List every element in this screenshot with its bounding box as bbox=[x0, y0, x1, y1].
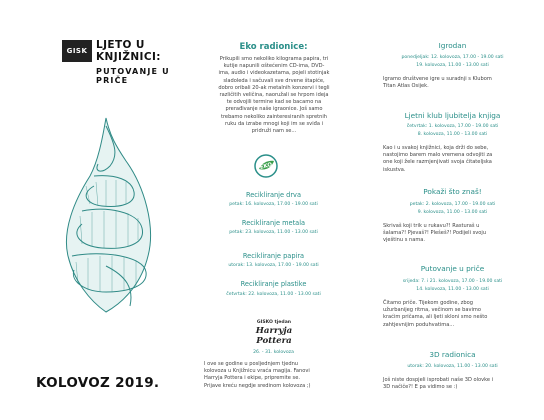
gisk-logo: GISK bbox=[62, 40, 92, 62]
event-title-recikliranje-papira: Recikliranje papira bbox=[242, 252, 305, 260]
eko-line: različitih veličina, naoružali se hrpom ideja bbox=[219, 92, 329, 99]
section-date: 9. kolovoza, 11.00 - 13.00 sati bbox=[417, 210, 488, 215]
hp-line: Prijave kreću negdje sredinom kolovoza ;) bbox=[204, 382, 311, 389]
section-date: srijeda: 7. i 21. kolovoza, 17.00 - 19.00 sati bbox=[402, 279, 503, 284]
section-text-line: Čitamo priče. Tijekom godine, zbog bbox=[383, 300, 473, 306]
section-text-line: Još niste dospjeli isprobati naše 3D olovke i bbox=[383, 377, 494, 383]
hp-description bbox=[204, 361, 346, 390]
section-date: četvrtak: 1. kolovoza, 17.00 - 19.00 sati bbox=[406, 124, 499, 129]
cover-column bbox=[0, 0, 186, 420]
event-title-recikliranje-plastike: Recikliranje plastike bbox=[240, 280, 307, 288]
event-date: četvrtak: 22. kolovoza, 11.00 - 13.00 sati bbox=[226, 292, 321, 297]
section-text-line: one koji žele razmjenjivati svoja čitateljska bbox=[383, 159, 492, 166]
section-text-line: 3D načiče?! E pa vidimo se :) bbox=[383, 384, 458, 391]
section-title-pokazi-sto-znas: Pokaži što znaš! bbox=[423, 187, 482, 196]
hp-line: Harryja Pottera i ekipe, pripremite se. bbox=[204, 375, 300, 382]
event-date: petak: 16. kolovoza, 17.00 - 19.00 sati bbox=[229, 202, 318, 207]
month-title: KOLOVOZ 2019. bbox=[36, 375, 160, 391]
hp-line: I ove se godine u posljednjem tjednu bbox=[204, 361, 299, 367]
section-text-line: zahtjevnijim poduhvatima... bbox=[383, 321, 455, 328]
section-text bbox=[383, 76, 533, 90]
series-subtitle: PUTOVANJE U PRIČE bbox=[96, 67, 170, 85]
event-date: petak: 23. kolovoza, 11.00 - 13.00 sati bbox=[229, 230, 318, 235]
section-text-line: Kao i u svakoj knjižnici, koja drži do sebe, bbox=[383, 145, 489, 151]
section-date: petak: 2. kolovoza, 17.00 - 19.00 sati bbox=[409, 202, 496, 207]
eko-title: Eko radionice: bbox=[239, 42, 308, 52]
eko-badge-text: EKO bbox=[259, 161, 273, 171]
section-text bbox=[383, 300, 533, 329]
eko-description bbox=[212, 56, 336, 135]
section-date: 14. kolovoza, 11.00 - 13.00 sati bbox=[416, 287, 489, 292]
section-title-putovanje-u-price: Putovanje u priče bbox=[420, 264, 485, 273]
hp-line: kolovoza u Knjižnicu vraća magija. Fanovi bbox=[204, 368, 310, 375]
section-date: 19. kolovoza, 11.00 - 13.00 sati bbox=[416, 63, 489, 68]
section-text-line: Skrivaš koji trik u rukavu?! Rasturaš u bbox=[383, 223, 480, 229]
section-title-3d-radionica: 3D radionica bbox=[429, 350, 476, 359]
eko-line: dobro oribali 20-ak metalnih konzervi i tegli bbox=[218, 84, 330, 91]
section-text-line: nastojimo barem malo vremena odvojiti za bbox=[383, 152, 493, 159]
event-title-recikliranje-metala: Recikliranje metala bbox=[241, 219, 306, 227]
section-text-line: Titan Atlas Osijek. bbox=[383, 83, 429, 90]
eko-badge-icon bbox=[254, 154, 278, 178]
eko-line: kutije napunili oštećenim CD-ima, DVD- bbox=[223, 63, 325, 70]
eko-line: ima, audio i videokazetama, pojeli stotinjak bbox=[218, 70, 330, 77]
section-date: ponedjeljak: 12. kolovoza, 17.00 - 19.00 sati bbox=[401, 55, 504, 60]
eko-line: sladoleda i sačuvali sve drvene štapiće, bbox=[223, 77, 325, 84]
section-text bbox=[383, 223, 533, 245]
eko-line: ruku da izrabe mnogi koji im se sviđa i bbox=[224, 120, 323, 127]
harry-potter-logo bbox=[244, 320, 304, 346]
event-title-recikliranje-drva: Recikliranje drva bbox=[245, 191, 302, 199]
section-text-line: Igramo društvene igre u suradnji s Klubom bbox=[383, 76, 492, 82]
eko-line: trebamo nekoliko zainteresiranih spretnih bbox=[220, 113, 328, 120]
section-text-line: šalama?! Pjevaš?! Plešeš?! Podijeli svoju bbox=[383, 230, 487, 237]
series-title bbox=[96, 39, 161, 63]
event-date: utorak: 13. kolovoza, 17.00 - 19.00 sati bbox=[228, 263, 319, 268]
section-text-line: kraćim pričama, ali ljeti skloni smo nešto bbox=[383, 314, 488, 321]
eko-column bbox=[186, 0, 361, 420]
section-text-line: užurbanijeg ritma, večinom se bavimo bbox=[383, 307, 482, 314]
eko-line: te odvojili termine kad se bacamo na bbox=[226, 99, 322, 106]
section-date: 8. kolovoza, 11.00 - 13.00 sati bbox=[417, 132, 488, 137]
section-date: utorak: 20. kolovoza, 11.00 - 13.00 sati bbox=[407, 364, 498, 369]
section-text-line: iskustva. bbox=[383, 166, 406, 173]
seashell-illustration bbox=[46, 116, 166, 316]
eko-line: Prikupili smo nekoliko kilograma papira, tri bbox=[219, 56, 329, 62]
programs-column bbox=[361, 0, 544, 420]
series-title-line-1: LJETO U bbox=[96, 39, 145, 51]
header-logo-group bbox=[62, 39, 182, 85]
hp-dates: 26. - 31. kolovoza bbox=[253, 350, 294, 355]
section-text-line: vještinu s nama. bbox=[383, 237, 426, 244]
section-text bbox=[383, 145, 533, 174]
hp-logo-top: GISKO tjedan bbox=[256, 320, 292, 325]
eko-line: pridruži nam se... bbox=[251, 128, 297, 135]
hp-logo-text: Harryja Pottera bbox=[255, 326, 293, 346]
series-title-line-2: KNJIŽNICI: bbox=[96, 51, 161, 63]
section-title-ljetni-klub: Ljetni klub ljubitelja knjiga bbox=[404, 111, 501, 120]
section-text bbox=[383, 377, 533, 391]
section-title-igrodan: Igrodan bbox=[438, 41, 467, 50]
eko-line: prerađivanje naše igraonice. Još samo bbox=[225, 106, 323, 113]
